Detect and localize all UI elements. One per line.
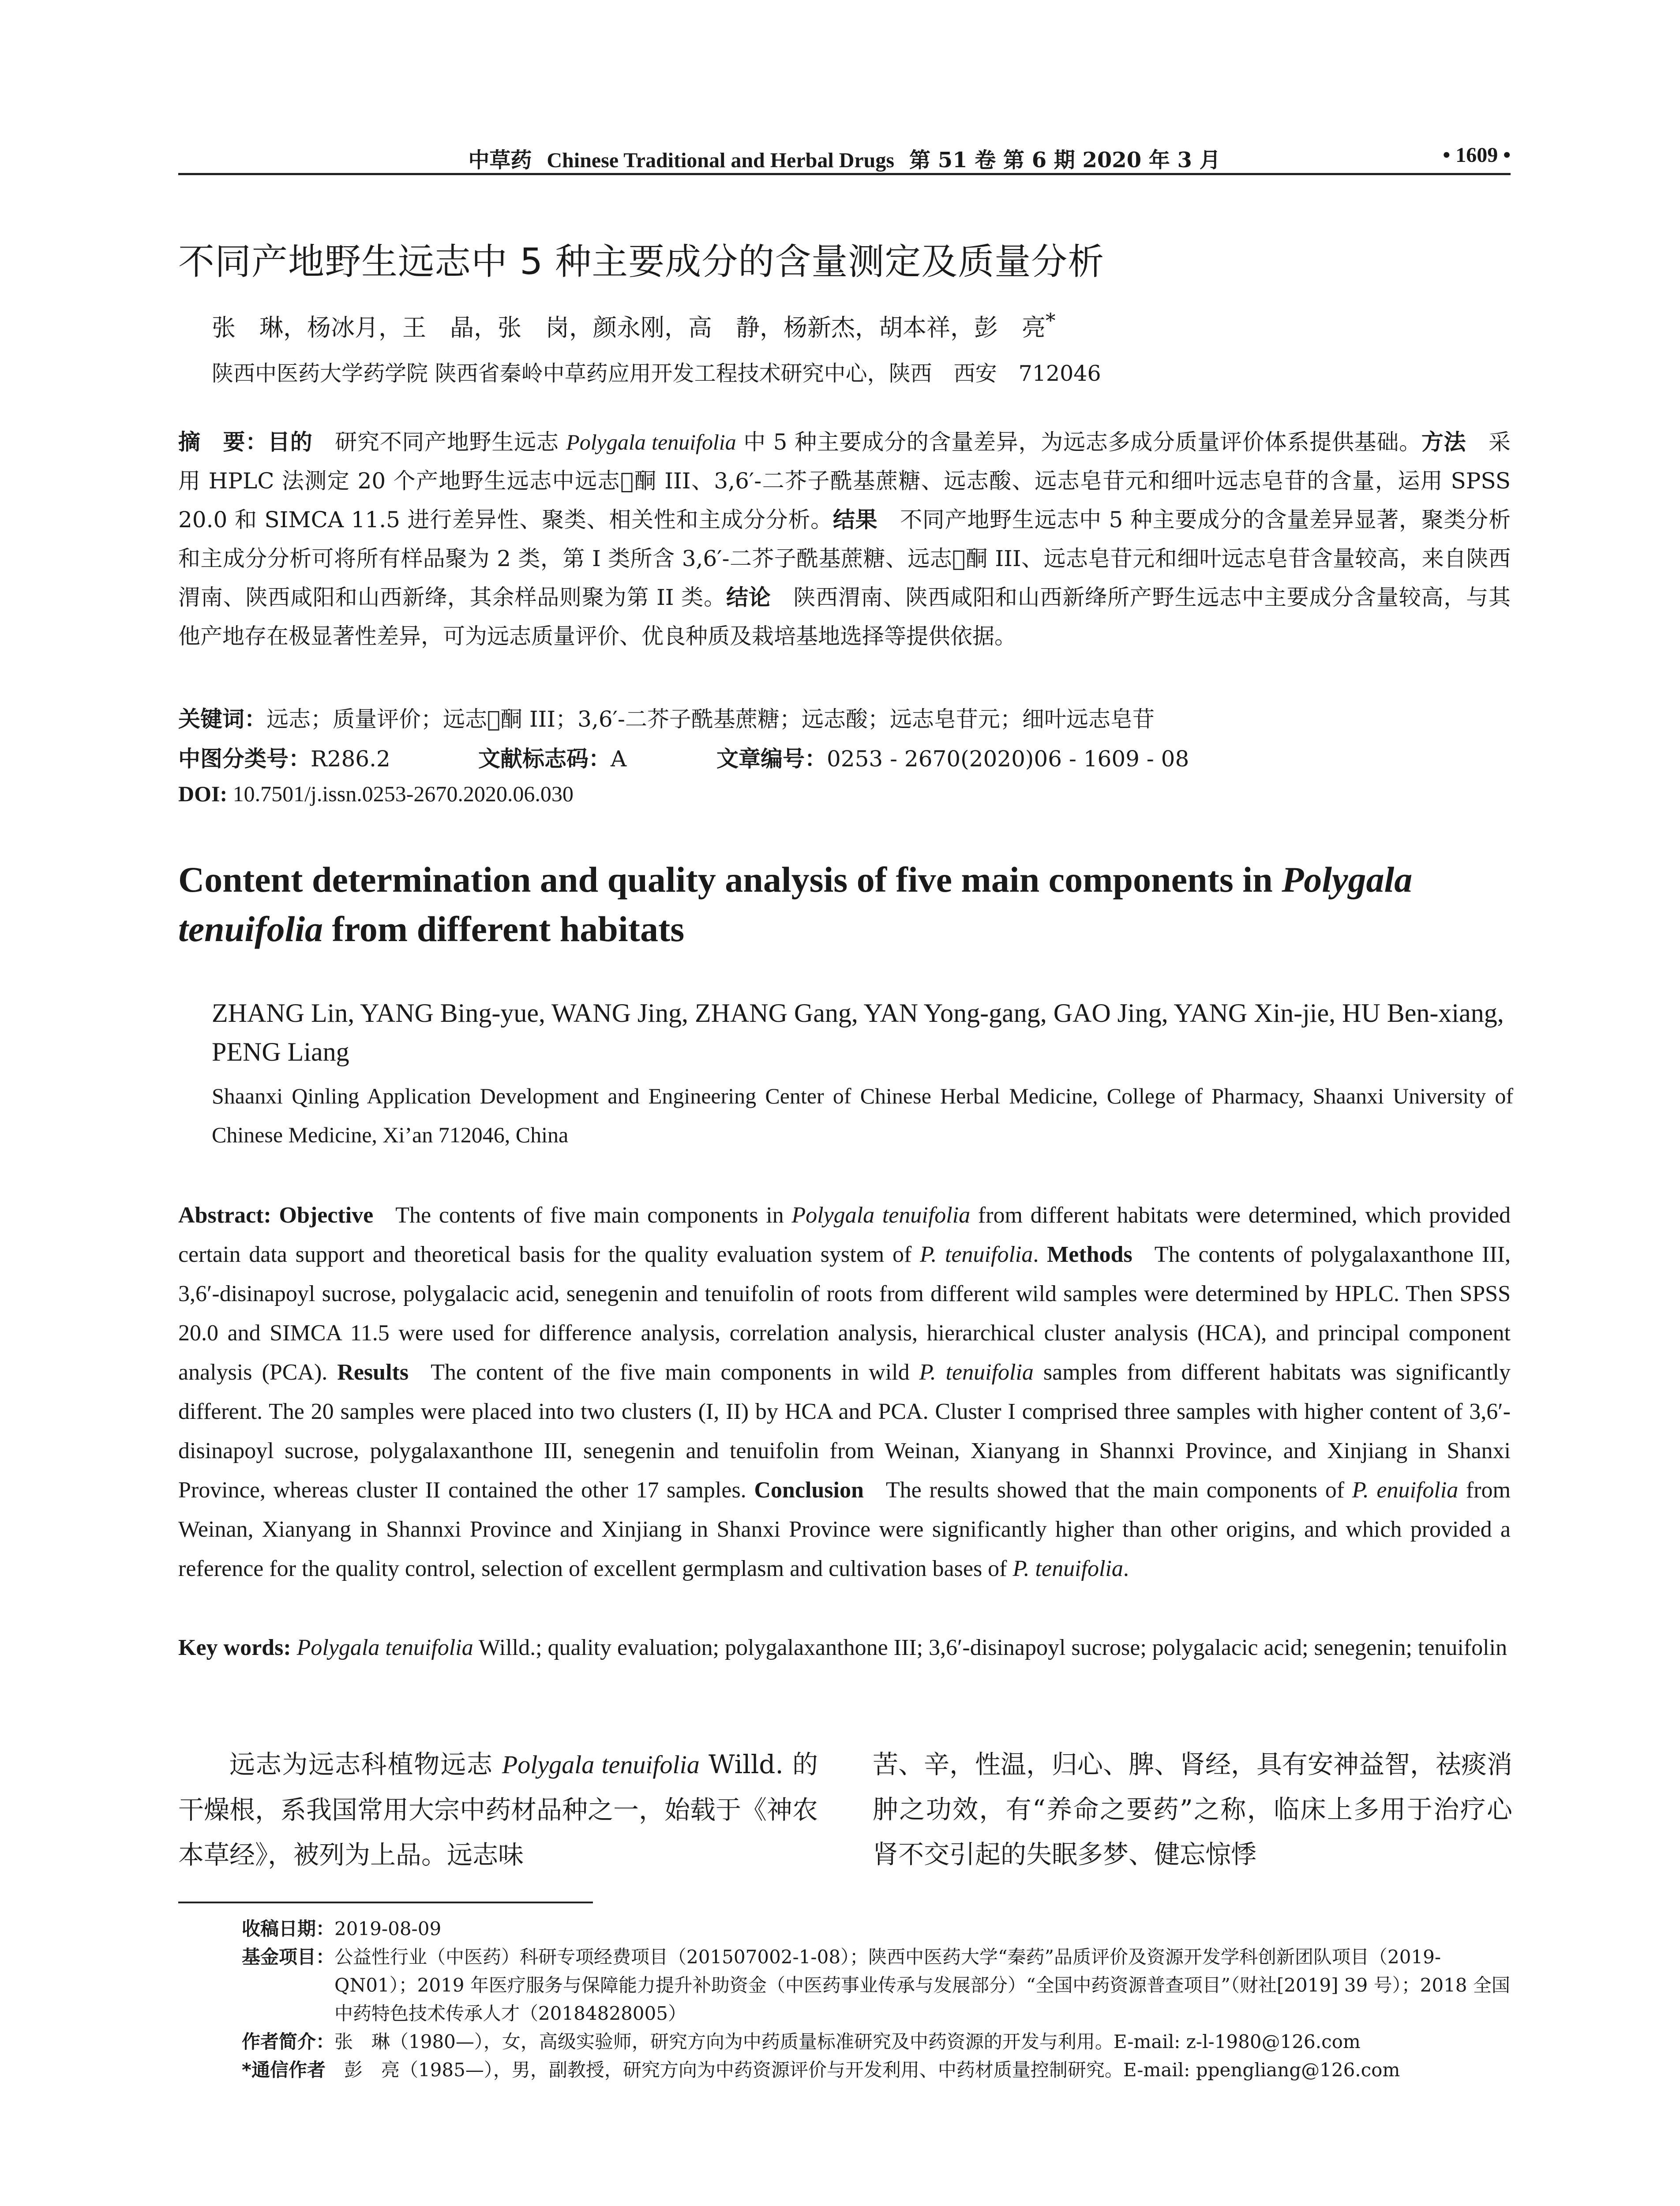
cn-results-label: 结果: [832, 507, 878, 533]
en-results-label: Results: [337, 1360, 409, 1385]
class-value: R286.2: [311, 746, 390, 772]
en-methods-label: Methods: [1047, 1242, 1132, 1267]
body-species: Polygala tenuifolia: [502, 1750, 700, 1779]
running-header: [178, 132, 1511, 175]
classification-line: [178, 741, 1511, 773]
cn-methods-label: 方法: [1421, 429, 1466, 455]
en-keywords: [178, 1628, 1511, 1667]
footnote-fund: [242, 1943, 1512, 2028]
footnote-rule: [178, 1902, 593, 1903]
en-keywords-label: Key words:: [178, 1635, 291, 1660]
en-results-1: The content of the five main components in wild: [431, 1360, 919, 1385]
en-short-species: P. tenuifolia: [920, 1242, 1033, 1267]
cn-objective-label: 目的: [267, 429, 313, 455]
doi-label: DOI:: [178, 781, 228, 806]
en-conclusion-short-species: P. tenuifolia: [1012, 1556, 1123, 1581]
en-affiliation: Shaanxi Qinling Application Development and Engineering Center of Chinese Herbal Medicine, College of Pharmacy, Shaanxi University of Chinese Medicine, Xi’an 712046, China: [212, 1084, 1513, 1147]
doi-line: [178, 781, 1511, 807]
en-title-part-2: from different habitats: [323, 909, 685, 949]
doi-value: 10.7501/j.issn.0253-2670.2020.06.030: [227, 781, 574, 806]
author-bio-value: 张 琳（1980—），女，高级实验师，研究方向为中药质量标准研究及中药资源的开发与利用。E-mail: z-l-1980@126.com: [334, 2031, 1361, 2052]
cn-species: Polygala tenuifolia: [566, 430, 736, 454]
en-objective-label: Abstract: Objective: [178, 1203, 374, 1228]
body-column-right: 苦、辛，性温，归心、脾、肾经，具有安神益智，祛痰消肿之功效，有“养命之要药”之称，临床上多用于治疗心肾不交引起的失眠多梦、健忘惊悸: [873, 1749, 1513, 1869]
issue-info: 第 51 卷 第 6 期 2020 年 3 月: [909, 148, 1221, 173]
body-column-left: [178, 1742, 818, 1877]
en-conclusion-label: Conclusion: [754, 1478, 864, 1503]
corr-value: 彭 亮（1985—），男，副教授，研究方向为中药资源评价与开发利用、中药材质量控制研究。E-mail: ppengliang@126.com: [325, 2059, 1400, 2081]
cn-title: 不同产地野生远志中 5 种主要成分的含量测定及质量分析: [178, 241, 1105, 283]
en-results-species: P. tenuifolia: [919, 1360, 1034, 1385]
corr-label: *通信作者: [242, 2059, 326, 2081]
author-bio-label: 作者简介：: [242, 2031, 335, 2052]
en-title-species: Polygala tenuifolia: [178, 859, 1413, 949]
en-title-part-1: Content determination and quality analysis of five main components in: [178, 859, 1282, 900]
fund-value: 公益性行业（中医药）科研专项经费项目（201507002-1-08）；陕西中医药大学“秦药”品质评价及资源开发学科创新团队项目（2019-QN01）；2019 年医疗服务与保障能力提升补助资金（中医药事业传承与发展部分）“全国中药资源普查项目”（财社[2019] 39 号）；2018 全国中药特色技术传承人才（20184828005）: [334, 1946, 1510, 2024]
body-left-2: Willd. 的干燥根，系我国常用大宗中药材品种之一，始载于《神农本草经》，被列为上品。远志味: [178, 1749, 818, 1870]
cn-keywords: [178, 702, 1511, 733]
cn-results-text: 不同产地野生远志中 5 种主要成分的含量差异显著，聚类分析和主成分分析可将所有样品聚为 2 类，第 I 类所含 3,6′-二芥子酰基蔗糖、远志𠯤酮 III、远志皂苷元和细叶远志皂苷含量较高，来自陕西渭南、陕西咸阳和山西新绛，其余样品则聚为第 II 类。: [178, 507, 1511, 610]
fund-label: 基金项目：: [242, 1946, 335, 1968]
en-conclusion-1: The results showed that the main components of: [885, 1478, 1352, 1503]
received-value: 2019-08-09: [334, 1918, 442, 1940]
class-label: 中图分类号：: [178, 746, 311, 772]
en-title: [178, 855, 1511, 954]
cn-keywords-label: 关键词：: [178, 706, 266, 732]
cn-keywords-text: 远志；质量评价；远志𠯤酮 III；3,6′-二芥子酰基蔗糖；远志酸；远志皂苷元；细叶远志皂苷: [266, 706, 1155, 732]
en-keywords-text: Willd.; quality evaluation; polygalaxanthone III; 3,6′-disinapoyl sucrose; polygalacic acid; senegenin; tenuifolin: [473, 1635, 1508, 1660]
corresponding-mark: *: [1046, 309, 1056, 332]
en-methods-text: The contents of polygalaxanthone III, 3,6′-disinapoyl sucrose, polygalacic acid, senegenin and tenuifolin of roots from different wild samples were determined by HPLC. Then SPSS 20.0 and SIMCA 11.5 were used for difference analysis, correlation analysis, hierarchical cluster analysis (HCA), and principal component analysis (PCA).: [178, 1242, 1511, 1385]
cn-conclusion-text: 陕西渭南、陕西咸阳和山西新绛所产野生远志中主要成分含量较高，与其他产地存在极显著性差异，可为远志质量评价、优良种质及栽培基地选择等提供依据。: [178, 585, 1511, 649]
en-conclusion-2: from Weinan, Xianyang in Shannxi Province and Xinjiang in Shanxi Province were significantly higher than other origins, and which provided a reference for the quality control, selection of excellent germplasm and cultivation bases of: [178, 1478, 1511, 1581]
footnote-author: [242, 2028, 1512, 2056]
cn-conclusion-label: 结论: [726, 585, 771, 610]
en-species: Polygala tenuifolia: [791, 1203, 971, 1228]
received-label: 收稿日期：: [242, 1918, 335, 1940]
en-keywords-species: Polygala tenuifolia: [296, 1635, 473, 1660]
journal-name-cn: 中草药: [468, 148, 532, 173]
en-authors: ZHANG Lin, YANG Bing-yue, WANG Jing, ZHANG Gang, YAN Yong-gang, GAO Jing, YANG Xin-jie, HU Ben-xiang, PENG Liang: [212, 998, 1504, 1066]
cn-author-list: 张 琳，杨冰月，王 晶，张 岗，颜永刚，高 静，杨新杰，胡本祥，彭 亮: [212, 314, 1046, 341]
en-objective-2: from different habitats were determined, which provided certain data support and theoretical basis for the quality evaluation system of: [178, 1203, 1511, 1267]
en-results-2: samples from different habitats was significantly different. The 20 samples were placed into two clusters (I, II) by HCA and PCA. Cluster I comprised three samples with higher content of 3,6′-disinapoyl sucrose, polygalaxanthone III, senegenin and tenuifolin from Weinan, Xianyang in Shannxi Province, and Xinjiang in Shanxi Province, whereas cluster II contained the other 17 samples.: [178, 1360, 1511, 1503]
en-objective-3: .: [1033, 1242, 1039, 1267]
cn-methods-text: 采用 HPLC 法测定 20 个产地野生远志中远志𠯤酮 III、3,6′-二芥子酰基蔗糖、远志酸、远志皂苷元和细叶远志皂苷的含量，运用 SPSS 20.0 和 SIMCA 11.5 进行差异性、聚类、相关性和主成分分析。: [178, 429, 1511, 533]
header-center: [178, 143, 1511, 173]
en-conclusion-species: P. enuifolia: [1352, 1478, 1459, 1503]
doc-code-value: A: [611, 746, 627, 772]
en-abstract: [178, 1196, 1511, 1588]
cn-affiliation: 陕西中医药大学药学院 陕西省秦岭中草药应用开发工程技术研究中心，陕西 西安 712046: [212, 361, 1101, 386]
page-number: • 1609 •: [1443, 143, 1511, 167]
en-conclusion-3: .: [1123, 1556, 1129, 1581]
footnote-received: [242, 1915, 1512, 1943]
article-no-value: 0253 - 2670(2020)06 - 1609 - 08: [827, 746, 1189, 772]
journal-name-en: Chinese Traditional and Herbal Drugs: [547, 149, 895, 172]
body-left-1: 远志为远志科植物远志: [229, 1749, 502, 1779]
cn-abstract: [178, 423, 1511, 656]
doc-code-label: 文献标志码：: [478, 746, 611, 772]
footnote-corresponding: [242, 2056, 1512, 2084]
article-no-label: 文章编号：: [716, 746, 827, 772]
cn-objective-text-2: 中 5 种主要成分的含量差异，为远志多成分质量评价体系提供基础。: [743, 429, 1421, 455]
cn-objective-text-1: 研究不同产地野生远志: [334, 429, 559, 455]
footnotes: [242, 1915, 1512, 2084]
cn-abstract-label: 摘 要：: [178, 429, 268, 455]
en-objective-1: The contents of five main components in: [395, 1203, 792, 1228]
cn-authors: [212, 309, 1491, 343]
